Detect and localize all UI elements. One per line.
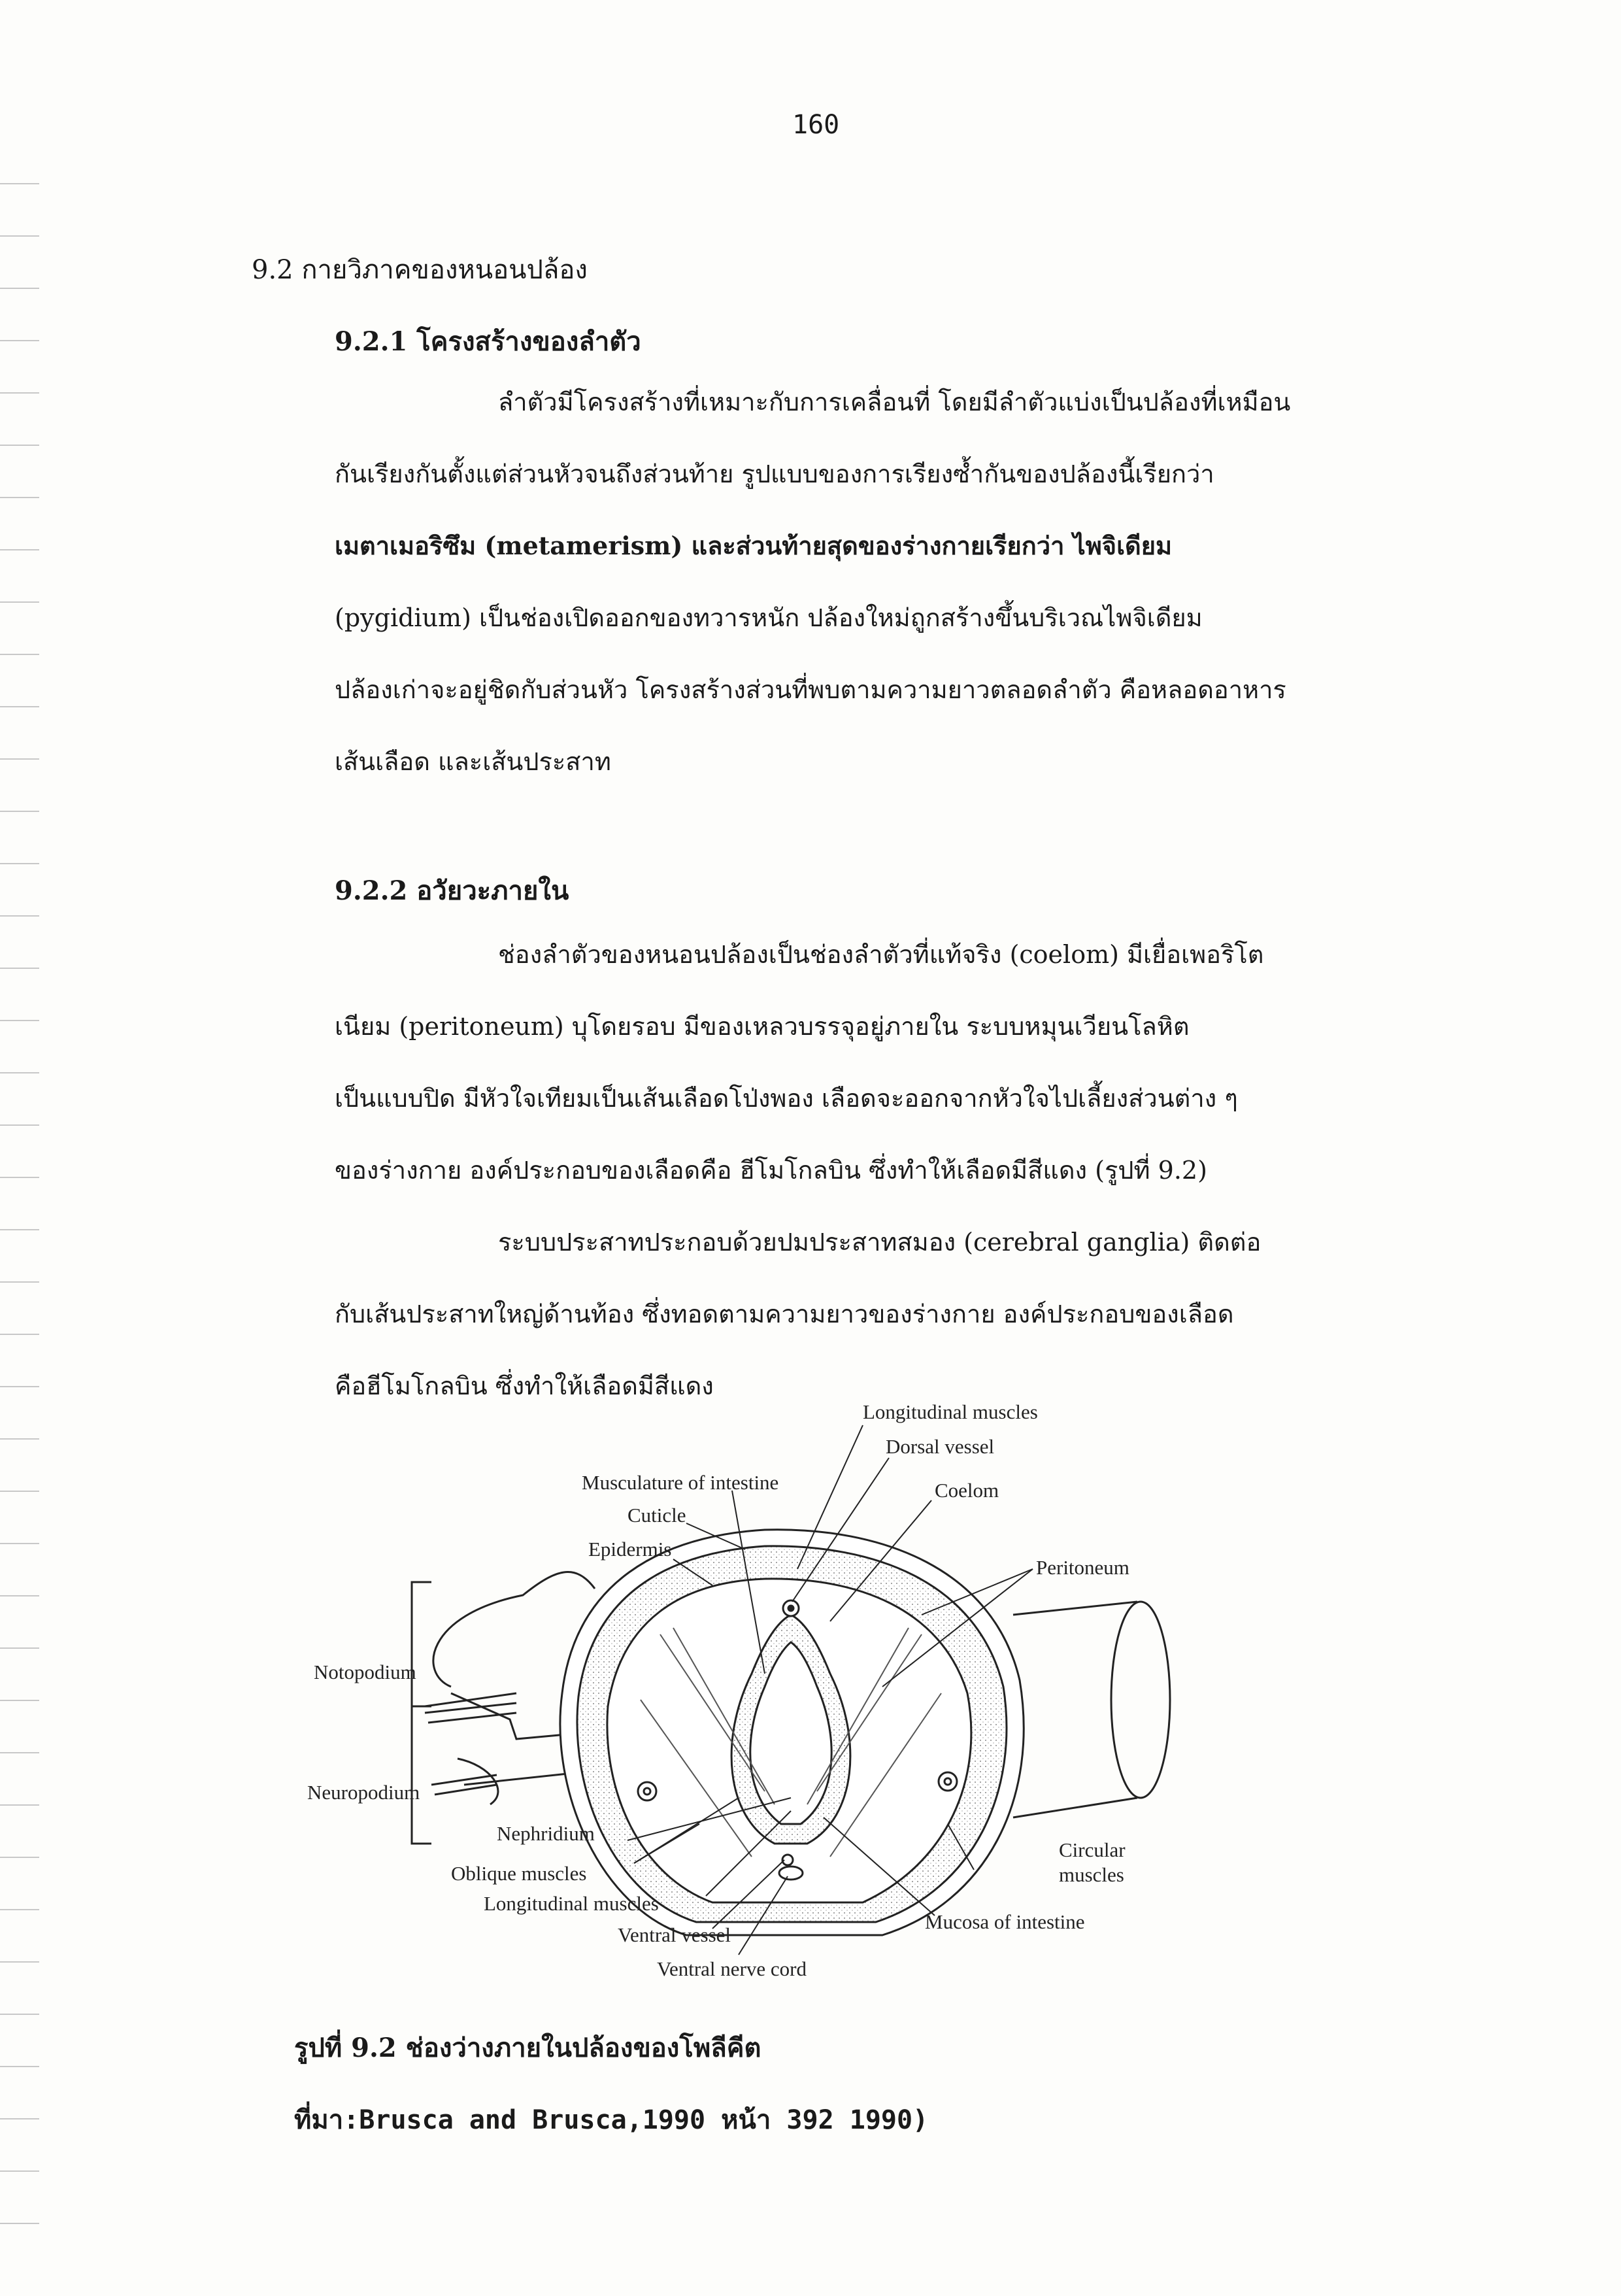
label-dorsal-vessel: Dorsal vessel	[886, 1435, 995, 1458]
label-notopodium: Notopodium	[314, 1661, 416, 1683]
label-longitudinal-muscles-bottom: Longitudinal muscles	[484, 1892, 659, 1915]
text-line: เนียม (peritoneum) บุโดยรอบ มีของเหลวบรรจุอยู่ภายใน ระบบหมุนเวียนโลหิต	[335, 1012, 1190, 1041]
polychaete-cross-section-figure	[294, 1399, 1209, 2001]
label-coelom: Coelom	[935, 1479, 999, 1502]
label-peritoneum: Peritoneum	[1036, 1556, 1129, 1579]
paragraph-organs	[335, 919, 1407, 1422]
text-line: ลำตัวมีโครงสร้างที่เหมาะกับการเคลื่อนที่ โดยมีลำตัวแบ่งเป็นปล้องที่เหมือน	[498, 388, 1291, 416]
text-line: คือฮีโมโกลบิน ซึ่งทำให้เลือดมีสีแดง	[335, 1372, 714, 1400]
label-nephridium: Nephridium	[497, 1822, 595, 1845]
label-oblique-muscles: Oblique muscles	[451, 1862, 587, 1885]
label-neuropodium: Neuropodium	[307, 1781, 420, 1804]
text-line: ปล้องเก่าจะอยู่ชิดกับส่วนหัว โครงสร้างส่วนที่พบตามความยาวตลอดลำตัว คือหลอดอาหาร	[335, 675, 1286, 704]
label-ventral-vessel: Ventral vessel	[618, 1923, 731, 1946]
text-line: (pygidium) เป็นช่องเปิดออกของทวารหนัก ปล้องใหม่ถูกสร้างขึ้นบริเวณไพจิเดียม	[335, 603, 1203, 632]
text-line: ของร่างกาย องค์ประกอบของเลือดคือ ฮีโมโกลบิน ซึ่งทำให้เลือดมีสีแดง (รูปที่ 9.2)	[335, 1156, 1207, 1185]
label-mucosa-of-intestine: Mucosa of intestine	[925, 1910, 1085, 1933]
text-line: ระบบประสาทประกอบด้วยปมประสาทสมอง (cerebral ganglia) ติดต่อ	[498, 1228, 1262, 1257]
text-line: กันเรียงกันตั้งแต่ส่วนหัวจนถึงส่วนท้าย รูปแบบของการเรียงซ้ำกันของปล้องนี้เรียกว่า	[335, 460, 1214, 488]
text-line: เป็นแบบปิด มีหัวใจเทียมเป็นเส้นเลือดโป่งพอง เลือดจะออกจากหัวใจไปเลี้ยงส่วนต่าง ๆ	[335, 1084, 1238, 1113]
subsection-heading-2: 9.2.2 อวัยวะภายใน	[335, 875, 569, 906]
text-line: กับเส้นประสาทใหญ่ด้านท้อง ซึ่งทอดตามความยาวของร่างกาย องค์ประกอบของเลือด	[335, 1300, 1234, 1328]
label-musculature-of-intestine: Musculature of intestine	[582, 1471, 779, 1494]
label-longitudinal-muscles-top: Longitudinal muscles	[863, 1400, 1038, 1423]
figure-source: ที่มา:Brusca and Brusca,1990 หน้า 392 1990)	[294, 2105, 929, 2135]
figure-caption: รูปที่ 9.2 ช่องว่างภายในปล้องของโพลีคีต	[294, 2033, 761, 2063]
label-circular-muscles: Circular	[1059, 1838, 1126, 1861]
text-line: ช่องลำตัวของหนอนปล้องเป็นช่องลำตัวที่แท้จริง (coelom) มีเยื่อเพอริโต	[498, 940, 1264, 969]
label-ventral-nerve-cord: Ventral nerve cord	[657, 1957, 807, 1980]
paragraph-structure	[335, 366, 1407, 798]
label-circular-muscles-line2: muscles	[1059, 1863, 1124, 1886]
text-line: เมตาเมอริซึม (metamerism) และส่วนท้ายสุดของร่างกายเรียกว่า ไพจิเดียม	[335, 531, 1173, 560]
label-epidermis: Epidermis	[588, 1538, 672, 1561]
parapodium-right	[1013, 1602, 1170, 1817]
page-number: 160	[792, 110, 840, 140]
subsection-heading-1: 9.2.1 โครงสร้างของลำตัว	[335, 326, 641, 357]
text-line: เส้นเลือด และเส้นประสาท	[335, 747, 611, 776]
section-heading: 9.2 กายวิภาคของหนอนปล้อง	[252, 255, 588, 285]
label-cuticle: Cuticle	[627, 1504, 686, 1527]
